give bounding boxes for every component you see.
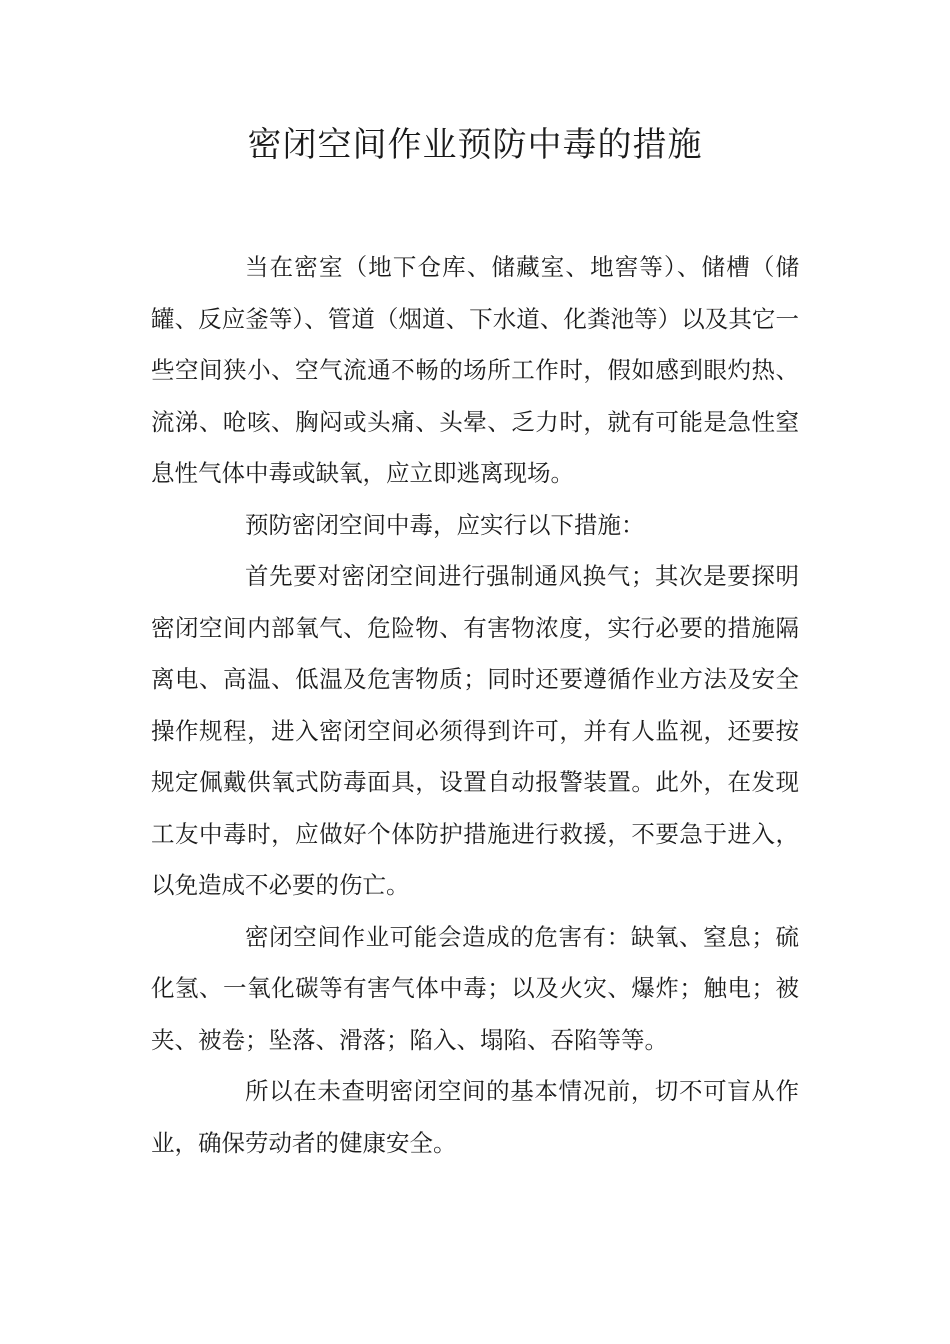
paragraph-hazard-intro: 当在密室（地下仓库、储藏室、地窖等）、储槽（储罐、反应釜等）、管道（烟道、下水道、化粪池等）以及其它一些空间狭小、空气流通不畅的场所工作时，假如感到眼灼热、流涕、呛咳、胸闷或头痛、头晕、乏力时，就有可能是急性窒息性气体中毒或缺氧，应立即逃离现场。 xyxy=(151,253,799,487)
paragraph-measures-heading: 预防密闭空间中毒，应实行以下措施： xyxy=(245,510,645,539)
document-title: 密闭空间作业预防中毒的措施 xyxy=(247,125,703,165)
paragraph-measures-detail: 首先要对密闭空间进行强制通风换气；其次是要探明密闭空间内部氧气、危险物、有害物浓度，实行必要的措施隔离电、高温、低温及危害物质；同时还要遵循作业方法及安全操作规程，进入密闭空间必须得到许可，并有人监视，还要按规定佩戴供氧式防毒面具，设置自动报警装置。此外，在发现工友中毒时，应做好个体防护措施进行救援，不要急于进入，以免造成不必要的伤亡。 xyxy=(151,562,799,899)
paragraph-conclusion: 所以在未查明密闭空间的基本情况前，切不可盲从作业，确保劳动者的健康安全。 xyxy=(151,1077,799,1157)
paragraph-hazards-list: 密闭空间作业可能会造成的危害有：缺氧、窒息；硫化氢、一氧化碳等有害气体中毒；以及火灾、爆炸；触电；被夹、被卷；坠落、滑落；陷入、塌陷、吞陷等等。 xyxy=(151,922,799,1054)
document-body xyxy=(151,242,799,1169)
